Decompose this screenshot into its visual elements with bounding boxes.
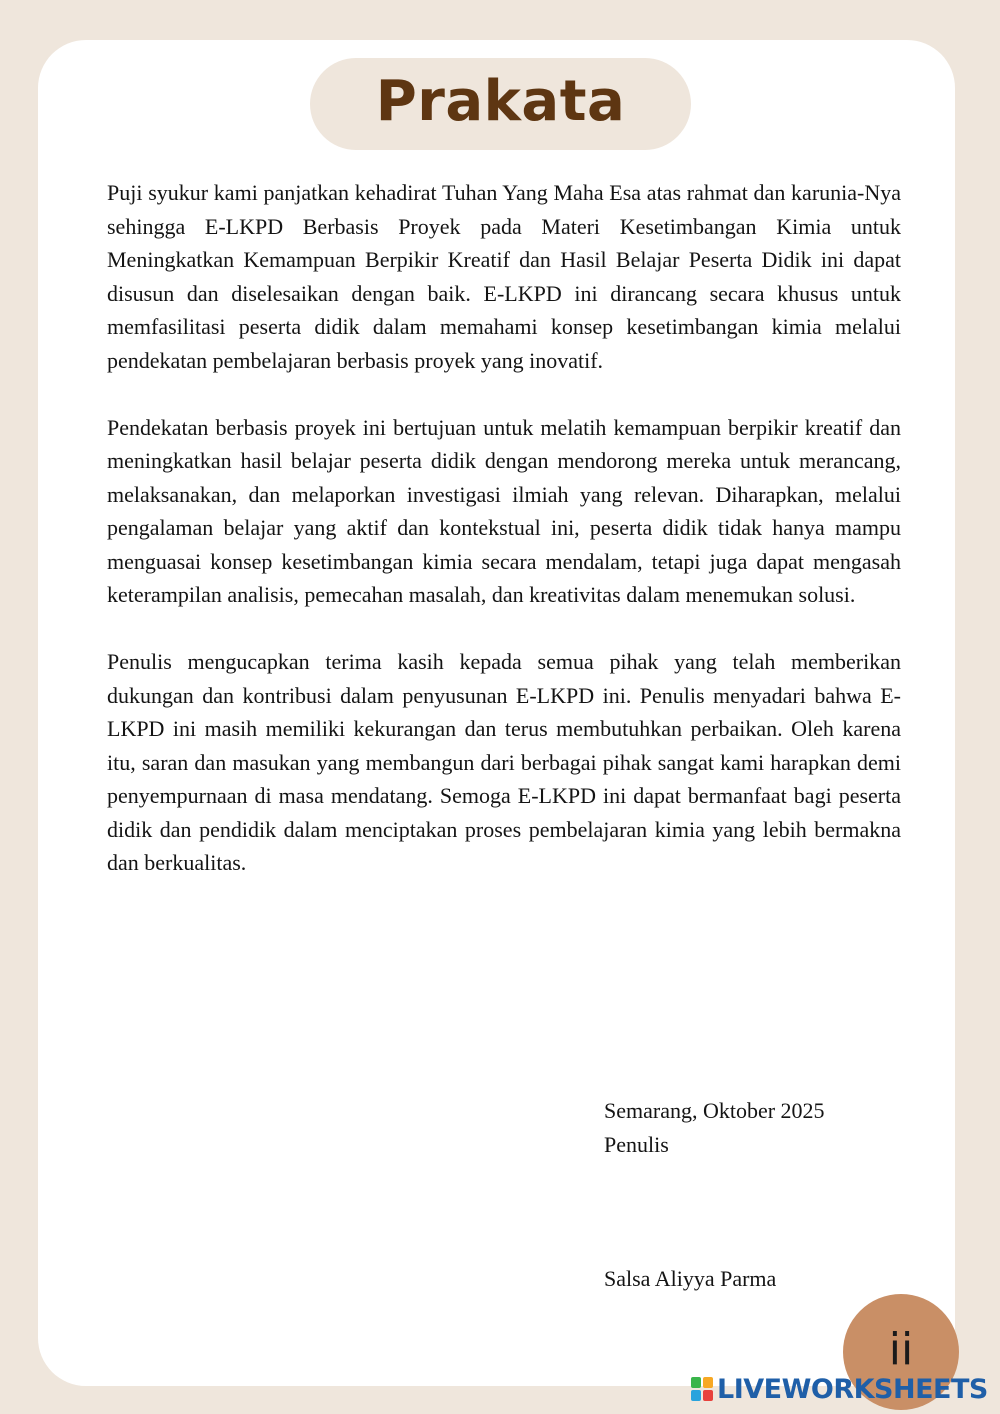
signature-role: Penulis: [604, 1132, 669, 1157]
paragraph-3: Penulis mengucapkan terima kasih kepada semua pihak yang telah memberikan dukungan dan kontribusi dalam penyusunan E-LKPD ini. Penulis menyadari bahwa E-LKPD ini masih memiliki kekurangan dan terus membutuhkan perbaikan. Oleh karena itu, saran dan masukan yang membangun dari berbagai pihak sangat kami harapkan demi penyempurnaan di masa mendatang. Semoga E-LKPD ini dapat bermanfaat bagi peserta didik dan pendidik dalam menciptakan proses pembelajaran kimia yang lebih bermakna dan berkualitas.: [107, 649, 901, 875]
paragraph-1: Puji syukur kami panjatkan kehadirat Tuhan Yang Maha Esa atas rahmat dan karunia-Nya sehingga E-LKPD Berbasis Proyek pada Materi Kesetimbangan Kimia untuk Meningkatkan Kemampuan Berpikir Kreatif dan Hasil Belajar Peserta Didik ini dapat disusun dan diselesaikan dengan baik. E-LKPD ini dirancang secara khusus untuk memfasilitasi peserta didik dalam memahami konsep kesetimbangan kimia melalui pendekatan pembelajaran berbasis proyek yang inovatif.: [107, 180, 901, 373]
preface-body: [107, 176, 901, 913]
page-number: ii: [888, 1323, 914, 1375]
title-banner: [310, 58, 691, 150]
page-title: Prakata: [375, 69, 626, 134]
watermark-text: LIVEWORKSHEETS: [717, 1373, 988, 1405]
signature-place-date: Semarang, Oktober 2025: [604, 1098, 825, 1123]
signature-name: Salsa Aliyya Parma: [604, 1266, 777, 1291]
paragraph-2: Pendekatan berbasis proyek ini bertujuan untuk melatih kemampuan berpikir kreatif dan meningkatkan hasil belajar peserta didik dengan mendorong mereka untuk merancang, melaksanakan, dan melaporkan investigasi ilmiah yang relevan. Diharapkan, melalui pengalaman belajar yang aktif dan kontekstual ini, peserta didik tidak hanya mampu menguasai konsep kesetimbangan kimia secara mendalam, tetapi juga dapat mengasah keterampilan analisis, pemecahan masalah, dan kreativitas dalam menemukan solusi.: [107, 414, 901, 607]
liveworksheets-logo-icon: [691, 1377, 713, 1401]
liveworksheets-watermark: [691, 1372, 988, 1406]
